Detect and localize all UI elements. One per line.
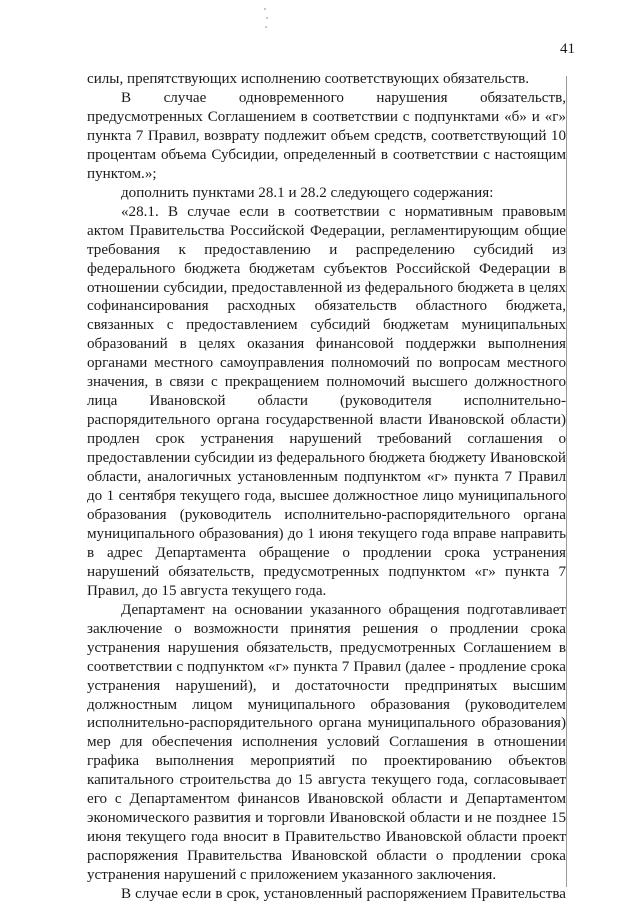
text-line: пунктом.»; <box>87 165 157 182</box>
text-line: соответствии с подпунктом «г» пункта 7 Правил (далее - продление срока <box>87 658 566 675</box>
text-line: Правил, до 15 августа текущего года. <box>87 582 327 599</box>
text-line: образований в целях оказания финансовой поддержки выполнения <box>87 336 566 353</box>
text-line: распорядительного органа государственной власти Ивановской области) <box>87 412 566 429</box>
text-line: его с Департаментом финансов Ивановской области и Департаментом <box>87 791 566 808</box>
text-line: софинансирования расходных обязательств областного бюджета, <box>87 298 566 315</box>
text-line: значения, в связи с прекращением полномочий высшего должностного <box>87 374 566 391</box>
text-line: исполнительно-распорядительного органа муниципального образования) <box>87 715 566 732</box>
text-line: должностным лицом муниципального образования (руководителем <box>87 696 566 713</box>
text-line: отношении субсидии, предоставленной из федерального бюджета в целях <box>87 279 566 296</box>
text-line: актом Правительства Российской Федерации, регламентирующим общие <box>87 222 566 239</box>
text-line: устранения нарушения обязательств, предусмотренных Соглашением в <box>87 639 566 656</box>
text-line: устранения нарушений), и достаточности предпринятых высшим <box>87 677 566 694</box>
text-line: экономического развития и торговли Ивановской области и не позднее 15 <box>87 810 566 827</box>
page-number: 41 <box>560 41 575 57</box>
text-line: устранения нарушений с приложением указанного заключения. <box>87 867 497 883</box>
text-line: процентам объема Субсидии, определенный в соответствии с настоящим <box>87 146 566 163</box>
text-line: В случае одновременного нарушения обязательств, <box>121 90 566 106</box>
text-line: июня текущего года вносит в Правительство Ивановской области проект <box>87 829 566 846</box>
text-line: предусмотренных Соглашением в соответствии с подпунктами «б» и «г» <box>87 108 566 125</box>
text-line: федерального бюджета бюджетам субъектов Российской Федерации в <box>87 260 566 277</box>
text-line: органами местного самоуправления полномочий по вопросам местного <box>87 355 566 372</box>
text-line: муниципального образования) до 1 июня текущего года вправе направить <box>87 525 566 542</box>
text-line: «28.1. В случае если в соответствии с нормативным правовым <box>121 203 566 220</box>
text-line: капитального строительства до 15 августа текущего года, согласовывает <box>87 772 566 789</box>
text-line: в адрес Департамента обращение о продлении срока устранения <box>87 544 566 561</box>
text-line: распоряжения Правительства Ивановской области о продлении срока <box>87 848 566 865</box>
text-line: Департамент на основании указанного обращения подготавливает <box>121 601 566 618</box>
text-line: образования (руководитель исполнительно-распорядительного органа <box>87 506 566 523</box>
text-line: мер для обеспечения исполнения условий Соглашения в отношении <box>87 734 566 751</box>
text-line: лица Ивановской области (руководителя исполнительно- <box>87 393 566 410</box>
text-line: связанных с предоставлением субсидий бюджетам муниципальных <box>87 317 566 334</box>
text-line: силы, препятствующих исполнению соответствующих обязательств. <box>87 71 530 87</box>
text-line: требования к предоставлению и распределению субсидий из <box>87 241 566 258</box>
text-line: графика выполнения мероприятий по проектированию объектов <box>87 753 566 770</box>
scan-artifact <box>264 8 266 10</box>
scan-artifact <box>265 26 267 28</box>
text-line: продлен срок устранения нарушений требований соглашения о <box>87 431 566 448</box>
text-line: области, аналогичных установленным подпунктом «г» пункта 7 Правил <box>87 469 566 485</box>
text-line: до 1 сентября текущего года, высшее должностное лицо муниципального <box>87 488 566 504</box>
text-line: заключение о возможности принятия решения о продлении срока <box>87 620 566 637</box>
text-line: дополнить пунктами 28.1 и 28.2 следующего содержания: <box>121 184 494 201</box>
text-line: предоставлении субсидии из федерального бюджета бюджету Ивановской <box>87 450 566 467</box>
scan-artifact <box>266 17 268 19</box>
scan-edge-line <box>566 76 567 887</box>
text-line: пункта 7 Правил, возврату подлежит объем средств, соответствующий 10 <box>87 127 566 144</box>
text-line: нарушений обязательств, предусмотренных подпунктом «г» пункта 7 <box>87 563 566 580</box>
text-line: В случае если в срок, установленный распоряжением Правительства <box>121 886 566 902</box>
